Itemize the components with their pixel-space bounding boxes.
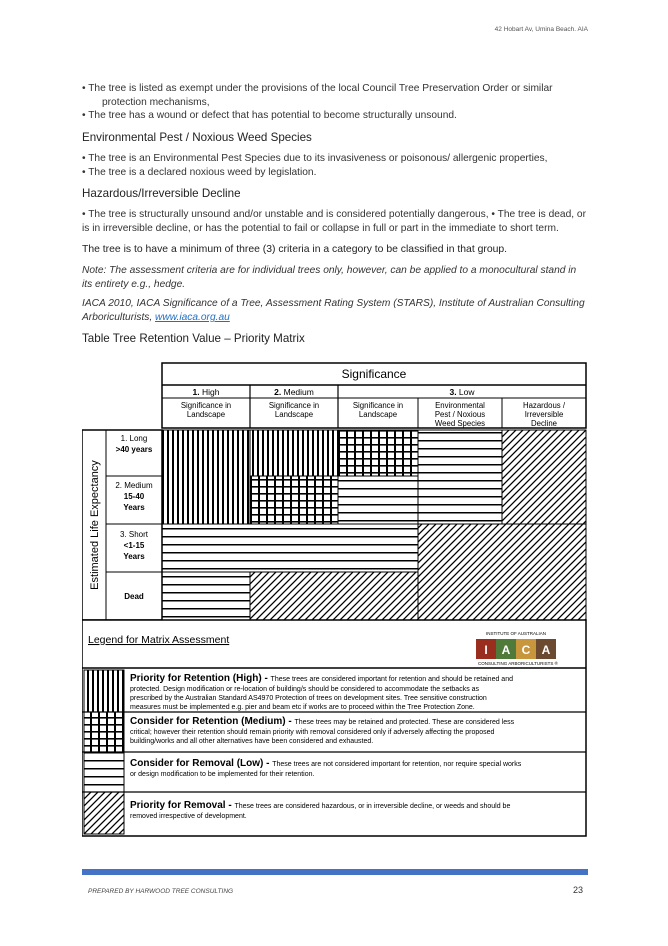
citation-text: IACA 2010, IACA Significance of a Tree, Assessment Rating System (STARS), Institute of Australian Consulting Arboriculturists, [82, 298, 585, 323]
cell-pest-long-medium [418, 430, 502, 524]
legend-low-line2: or design modification to be implemented for their retention. [130, 771, 315, 778]
legend-low-line1: Consider for Removal (Low) - These trees are not considered important for retention, nor require special works [130, 758, 522, 769]
svg-text:INSTITUTE OF AUSTRALIAN: INSTITUTE OF AUSTRALIAN [485, 631, 547, 636]
cell-high-retention [162, 430, 250, 524]
row-short-line1: 3. Short [119, 530, 149, 539]
svg-text:A: A [541, 643, 551, 657]
row-axis-label: Estimated Life Expectancy [89, 460, 101, 590]
row-dead-label: Dead [124, 592, 144, 601]
heading-hazardous: Hazardous/Irreversible Decline [82, 187, 241, 200]
hazardous-text: • The tree is structurally unsound and/or unstable and is considered potentially dangerous, • The tree is dead, or is in irreversible decline, or has the potential to fail or collapse in full or part in the immediate to short term. [82, 209, 586, 234]
legend-removal-line2: removed irrespective of development. [130, 813, 247, 820]
legend-swatch-medium [84, 712, 124, 752]
col1-line1: Significance in [180, 401, 232, 410]
legend-swatch-removal [84, 792, 124, 834]
col4-line3: Weed Species [434, 419, 486, 428]
heading-environmental-pest: Environmental Pest / Noxious Weed Species [82, 131, 312, 144]
legend-removal-line1: Priority for Removal - These trees are considered hazardous, or in irreversible decline, or weeds and should be [130, 800, 511, 811]
row-long-line1: 1. Long [120, 434, 148, 443]
cell-medium-long [250, 430, 338, 476]
legend-medium-line2: critical; however their retention should remain priority with removal considered only if adversely affecting the proposed [130, 729, 495, 736]
col2-line1: Significance in [268, 401, 320, 410]
bullet-wound: • The tree has a wound or defect that has potential to become structurally unsound. [82, 110, 457, 121]
cell-dead-removal [250, 572, 418, 620]
col1-line2: Landscape [186, 410, 226, 419]
col4-line1: Environmental [435, 401, 485, 410]
legend-swatch-high [84, 670, 124, 712]
row-medium-line3: Years [123, 503, 145, 512]
col2-line2: Landscape [274, 410, 314, 419]
cell-short-row [162, 524, 418, 572]
bullet-exempt: • The tree is listed as exempt under the provisions of the local Council Tree Preservation Order or similar protection mechanisms, [82, 83, 553, 108]
citation [82, 297, 588, 325]
row-medium-line2: 15-40 [123, 492, 145, 501]
legend-medium-line1: Consider for Retention (Medium) - These trees may be retained and protected. These are considered less [130, 716, 515, 727]
row-short-line2: <1-15 [123, 541, 145, 550]
cell-medium-medium [250, 476, 338, 524]
legend-medium-line3: building/works and all other alternatives have been considered and exhausted. [130, 738, 374, 745]
bullet-noxious-weed: • The tree is a declared noxious weed by legislation. [82, 167, 317, 178]
priority-matrix-figure [82, 360, 588, 838]
row-short-line3: Years [123, 552, 145, 561]
iaca-link[interactable]: www.iaca.org.au [155, 312, 230, 323]
legend-high-line1: Priority for Retention (High) - These trees are considered important for retention and should be retained and [130, 673, 513, 684]
col3-line1: Significance in [352, 401, 404, 410]
svg-text:C: C [521, 643, 531, 657]
group-medium-label: 2. Medium [274, 387, 314, 397]
table-title: Table Tree Retention Value – Priority Matrix [82, 332, 305, 345]
row-medium-line1: 2. Medium [115, 481, 153, 490]
assessment-note: Note: The assessment criteria are for individual trees only, however, can be applied to a monocultural stand in its entirety e.g., hedge. [82, 265, 577, 290]
cell-hazardous-removal [502, 430, 586, 524]
cell-short-dead-removal [418, 524, 586, 620]
legend-swatch-low [84, 752, 124, 792]
criteria-line: The tree is to have a minimum of three (3) criteria in a category to be classified in that group. [82, 244, 508, 255]
legend-high-line3: prescribed by the Australian Standard AS4970 Protection of trees on development sites. Tree sensitive construction [130, 695, 487, 702]
row-long-line2: >40 years [115, 445, 153, 454]
bullet-env-pest: • The tree is an Environmental Pest Species due to its invasiveness or poisonous/ allergenic properties, [82, 153, 548, 164]
col3-line2: Landscape [358, 410, 398, 419]
page-number: 23 [572, 885, 583, 895]
legend-high-line2: protected. Design modification or re-location of building/s should be considered to accommodate the setbacks as [130, 686, 480, 693]
footer-prepared-by: PREPARED BY HARWOOD TREE CONSULTING [88, 888, 234, 895]
cell-low-long [338, 430, 418, 476]
svg-text:A: A [501, 643, 511, 657]
legend-title: Legend for Matrix Assessment [88, 634, 230, 646]
matrix-significance-heading: Significance [341, 367, 407, 381]
svg-text:CONSULTING ARBORICULTURISTS ®: CONSULTING ARBORICULTURISTS ® [478, 661, 558, 666]
group-low-label: 3. Low [449, 387, 475, 397]
col5-line2: Irreversible [524, 410, 564, 419]
cell-low-medium [338, 476, 418, 524]
col5-line1: Hazardous / [522, 401, 566, 410]
col4-line2: Pest / Noxious [434, 410, 486, 419]
footer-accent-bar [82, 869, 588, 875]
col5-line3: Decline [530, 419, 558, 428]
group-high-label: 1. High [192, 387, 220, 397]
cell-dead-high [162, 572, 250, 620]
page-header-address: 42 Hobart Av, Umina Beach. AIA [494, 26, 588, 33]
svg-text:I: I [484, 643, 488, 657]
legend-high-line4: measures must be implemented e.g. pier and beam etc if works are to proceed within the Tree Protection Zone. [130, 704, 475, 711]
